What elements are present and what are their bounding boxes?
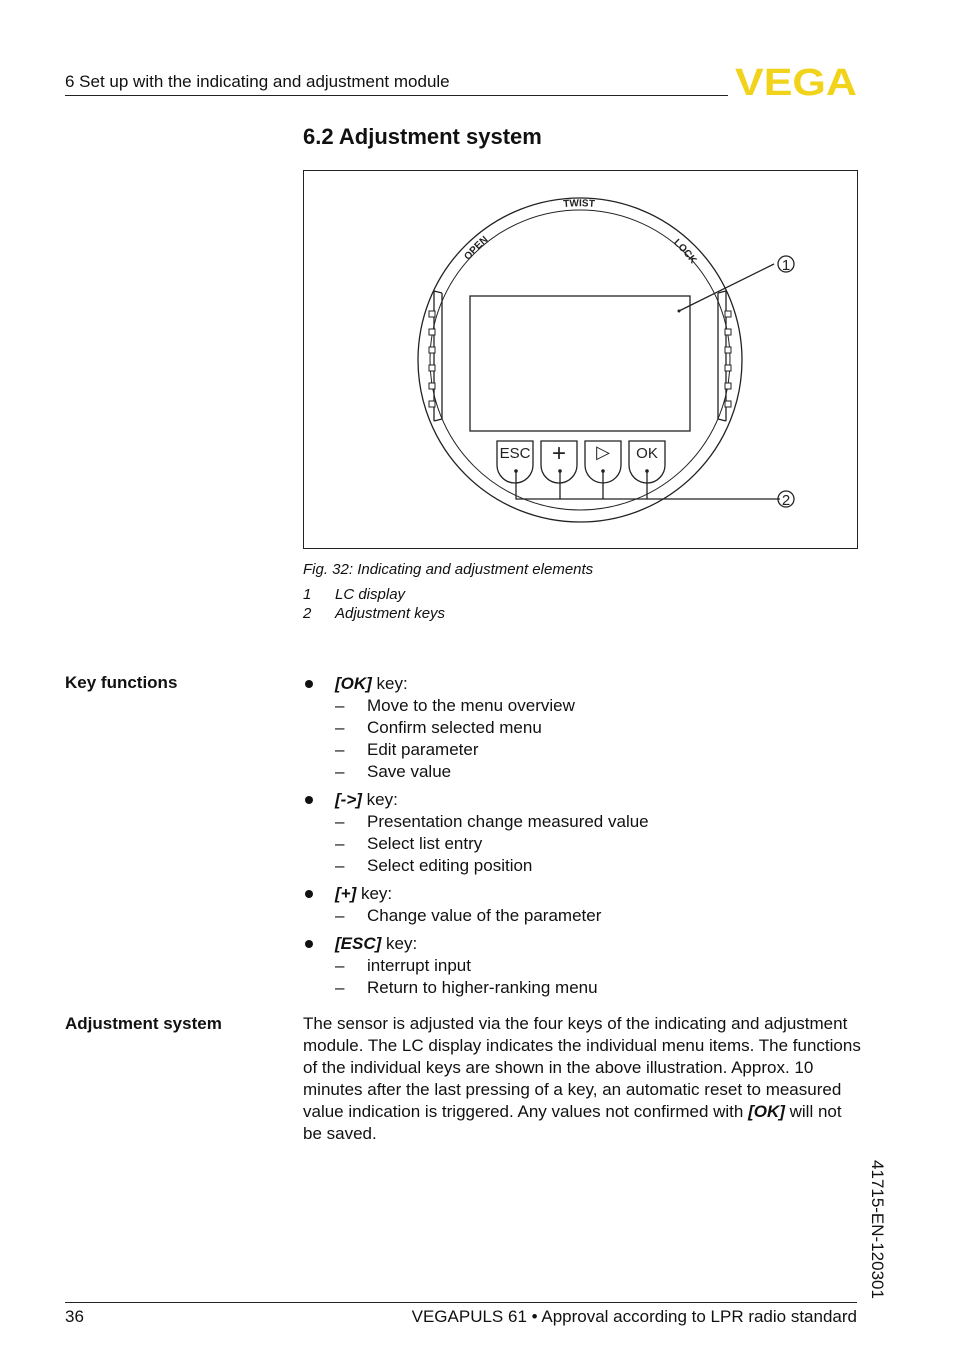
adjustment-system-heading: Adjustment system — [65, 1014, 222, 1033]
adjustment-system-paragraph: The sensor is adjusted via the four keys of the indicating and adjustment module. The LC display indicates the individual menu items. The functions of the individual keys are shown in the above illustration. Approx. 10 minutes after the last pressing of a key, an automatic reset to measured value indication is triggered. Any values not confirmed with [OK] will not be saved. — [303, 1014, 861, 1143]
open-label: OPEN — [462, 234, 491, 263]
arrow-key-group: [->] key: – Presentation change measured value – Select list entry – Select editing position — [303, 789, 863, 877]
bullet-icon — [305, 940, 313, 948]
lc-display — [470, 296, 690, 431]
page-number: 36 — [65, 1307, 84, 1326]
figure-caption: Fig. 32: Indicating and adjustment elements — [303, 561, 594, 578]
document-id: 41715-EN-120301 — [868, 1160, 887, 1299]
key-functions-heading: Key functions — [65, 673, 178, 692]
esc-key-label: ESC — [499, 445, 531, 462]
lock-label: LOCK — [671, 237, 699, 266]
header-rule — [65, 95, 728, 96]
plus-key-label: + — [551, 440, 567, 467]
bullet-icon — [305, 680, 313, 688]
ok-key-label: OK — [636, 445, 658, 462]
legend-item: 1 LC display — [303, 586, 406, 603]
legend-item: 2 Adjustment keys — [303, 605, 446, 622]
esc-key-group: [ESC] key: – interrupt input – Return to higher-ranking menu — [303, 933, 863, 999]
callout-2-label: 2 — [781, 492, 791, 509]
callout-line-2 — [516, 471, 780, 499]
bullet-icon — [305, 890, 313, 898]
twist-label: TWIST — [562, 198, 596, 210]
key-functions-list — [303, 673, 863, 1005]
section-title: 6.2 Adjustment system — [303, 124, 542, 149]
footer-title: VEGAPULS 61 • Approval according to LPR radio standard — [411, 1307, 857, 1326]
callout-1-label: 1 — [781, 257, 791, 274]
plus-key-group: [+] key: – Change value of the parameter — [303, 883, 863, 927]
vega-logo — [735, 66, 858, 97]
indicating-module-illustration — [304, 171, 857, 548]
chapter-header: 6 Set up with the indicating and adjustment module — [65, 72, 450, 91]
bezel-outer-ring — [418, 198, 742, 522]
arrow-key-label: ▷ — [596, 442, 610, 462]
ok-key-group: [OK] key: – Move to the menu overview – Confirm selected menu – Edit parameter – Save value — [303, 673, 863, 783]
bullet-icon — [305, 796, 313, 804]
logo-text: VEGA — [735, 66, 857, 97]
footer-rule — [65, 1302, 857, 1303]
